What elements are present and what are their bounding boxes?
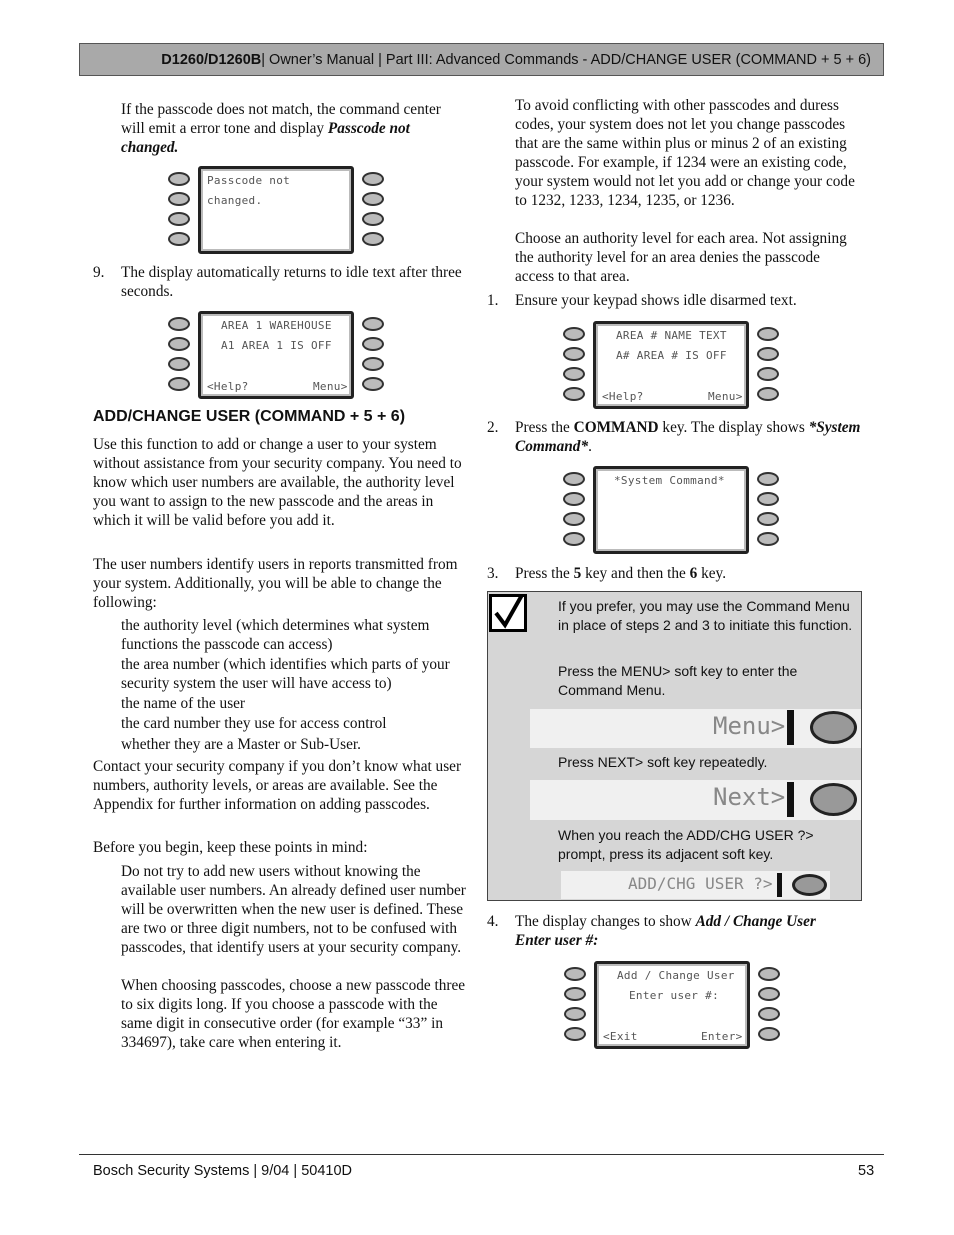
step-4-number: 4. — [487, 913, 499, 930]
keypad-display-idle-disarmed: AREA # NAME TEXT A# AREA # IS OFF <Help? Menu> — [563, 321, 781, 411]
step-2-number: 2. — [487, 419, 499, 436]
keypad-display-passcode-not-changed: Passcode not changed. — [168, 166, 386, 256]
authority-paragraph: Choose an authority level for each area. Not assigning the authority level for an area denies the passcode access to that area. — [515, 230, 847, 285]
addchg-label: ADD/CHG USER ?> — [628, 874, 773, 893]
list-item: whether they are a Master or Sub-User. — [121, 736, 361, 753]
keypad-display-add-change-user: Add / Change User Enter user #: <Exit Enter> — [564, 961, 782, 1051]
menu-softkey-strip — [530, 709, 861, 748]
keypad-display-system-command: *System Command* — [563, 466, 781, 556]
header-title: | Owner’s Manual | Part III: Advanced Commands - ADD/CHANGE USER (COMMAND + 5 + 6) — [261, 51, 871, 68]
point-item: Do not try to add new users without knowing the available user numbers. An already defined user number will be overwritten when the new user is defined. These are two or three digit numbers, not to be confused with passcodes, that identify users at your security company. — [121, 863, 466, 956]
step-2-text: Press the COMMAND key. The display shows *System Command*. — [515, 419, 861, 455]
mismatch-paragraph: If the passcode does not match, the command center will emit a error tone and display Passcode not changed. — [121, 101, 441, 156]
header-model: D1260/D1260B — [161, 51, 262, 68]
addchg-softkey-button[interactable] — [792, 874, 827, 896]
addchg-softkey-strip — [561, 871, 830, 899]
intro-paragraph: Use this function to add or change a user to your system without assistance from your security company. You need to know which user numbers are available, the authority level you want to assign to the new passcode and the areas in which it will be valid before you add it. — [93, 436, 462, 529]
list-item: the authority level (which determines what system functions the passcode can access) — [121, 617, 430, 653]
keypad-display-idle: AREA 1 WAREHOUSE A1 AREA 1 IS OFF <Help? Menu> — [168, 311, 386, 401]
note-text-4: When you reach the ADD/CHG USER ?> prompt, press its adjacent soft key. — [558, 827, 814, 862]
list-item: the card number they use for access control — [121, 715, 387, 732]
point-item: When choosing passcodes, choose a new passcode three to six digits long. If you choose a passcode with the same digit in consecutive order (for example “33” in 334697), take care when entering it. — [121, 977, 466, 1051]
menu-softkey-button[interactable] — [810, 711, 857, 744]
checkmark-icon — [489, 594, 527, 632]
step-3-text: Press the 5 key and then the 6 key. — [515, 565, 727, 582]
user-numbers-paragraph: The user numbers identify users in reports transmitted from your system. Additionally, you will be able to change the following: — [93, 556, 458, 611]
step-9-text: The display automatically returns to idle text after three seconds. — [121, 264, 462, 300]
step-4-text: The display changes to show Add / Change User Enter user #: — [515, 913, 816, 949]
section-heading: ADD/CHANGE USER (COMMAND + 5 + 6) — [93, 408, 406, 425]
footer-publisher: Bosch Security Systems | 9/04 | 50410D — [93, 1163, 352, 1179]
next-label: Next> — [713, 783, 786, 811]
note-text-3: Press NEXT> soft key repeatedly. — [558, 754, 768, 770]
note-text-2: Press the MENU> soft key to enter the Command Menu. — [558, 663, 798, 698]
page-header — [79, 43, 884, 76]
step-1-number: 1. — [487, 292, 499, 309]
step-3-number: 3. — [487, 565, 499, 582]
menu-label: Menu> — [713, 712, 786, 740]
list-item: the area number (which identifies which parts of your security system the user will have access to) — [121, 656, 450, 692]
note-text-1: If you prefer, you may use the Command Menu in place of steps 2 and 3 to initiate this function. — [558, 598, 853, 633]
contact-paragraph: Contact your security company if you don’t know what user numbers, authority levels, or areas are available. See the Appendix for further information on adding passcodes. — [93, 758, 462, 813]
page-number: 53 — [858, 1163, 875, 1179]
list-item: the name of the user — [121, 695, 246, 712]
before-you-begin: Before you begin, keep these points in mind: — [93, 839, 368, 856]
next-softkey-button[interactable] — [810, 783, 857, 816]
footer-divider — [79, 1154, 884, 1155]
conflict-paragraph: To avoid conflicting with other passcodes and duress codes, your system does not let you change passcodes that are the same within plus or minus 2 of an existing passcode. For example, if 1234 were an existing code, your system would not let you add or change your code to 1232, 1233, 1234, 1235, or 1236. — [515, 97, 855, 209]
next-softkey-strip — [530, 780, 861, 820]
step-9-number: 9. — [93, 264, 105, 281]
step-1-text: Ensure your keypad shows idle disarmed text. — [515, 292, 797, 309]
